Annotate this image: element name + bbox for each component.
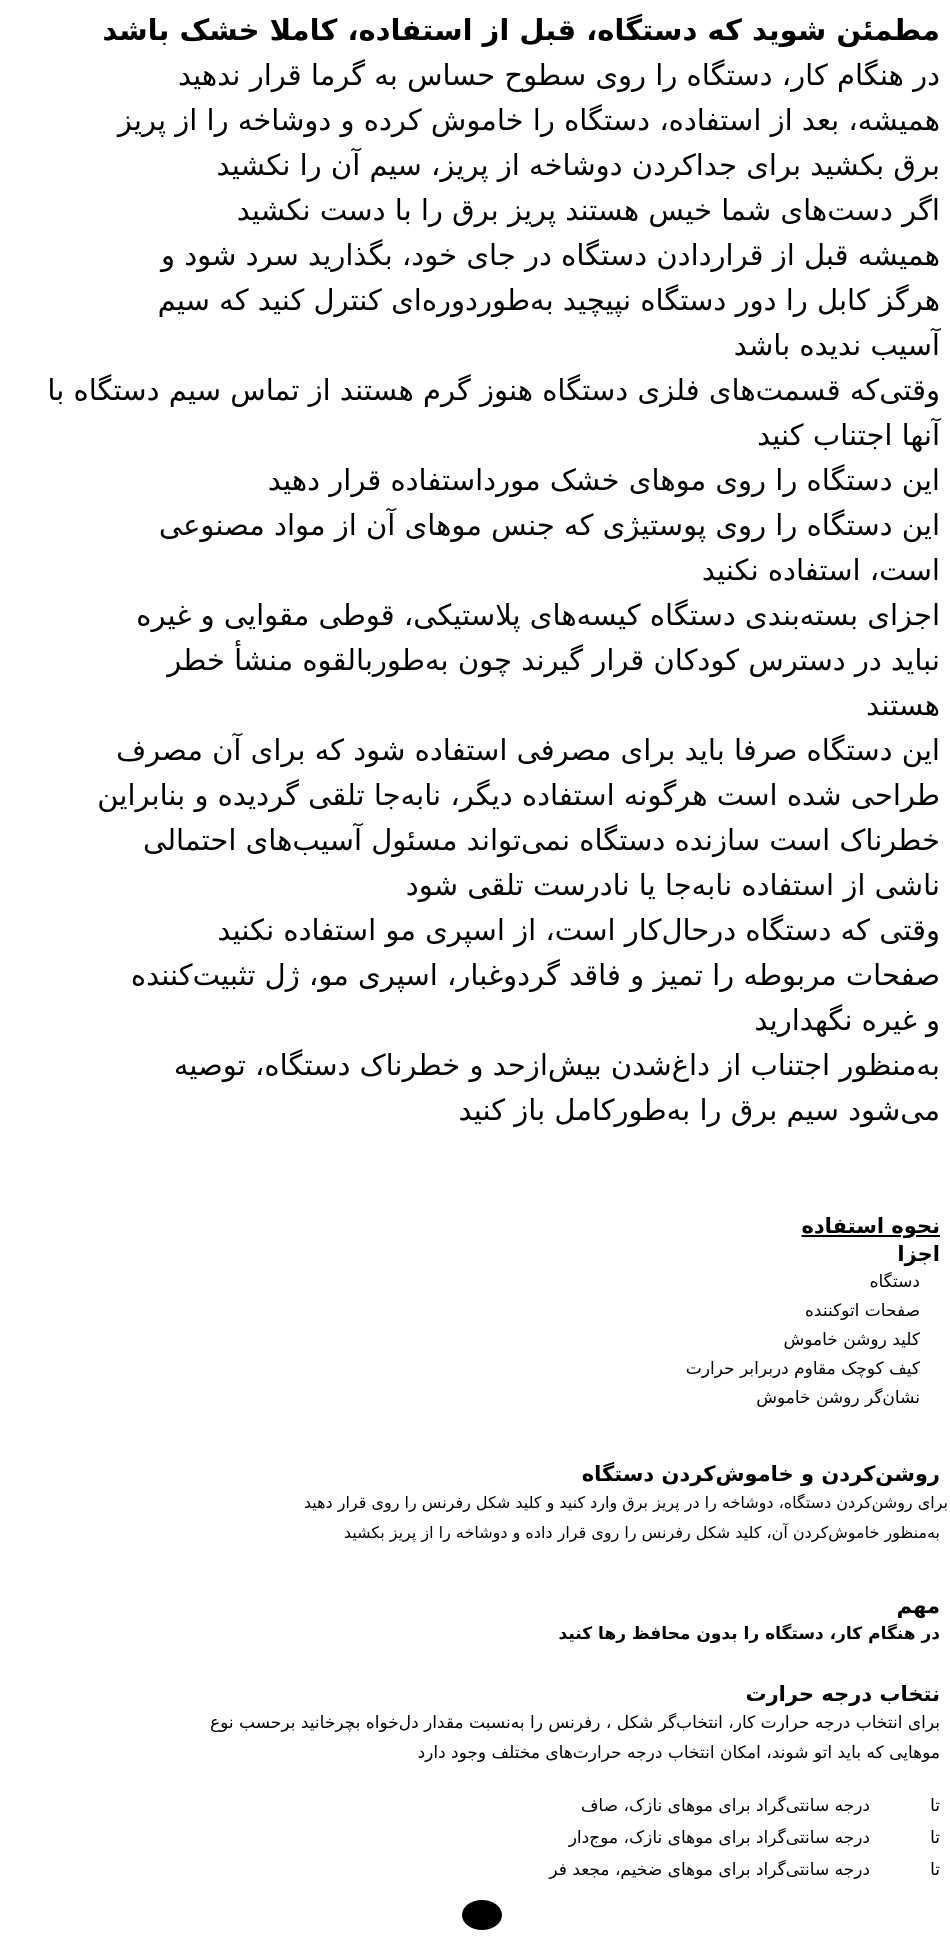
temperature-row	[10, 1822, 940, 1854]
usage-title: نحوه استفاده	[801, 1214, 940, 1238]
safety-line: آنها اجتناب کنید	[757, 418, 940, 452]
safety-line: همیشه، بعد از استفاده، دستگاه را خاموش کرده و دوشاخه را از پریز	[117, 103, 940, 137]
important-section	[10, 1592, 940, 1648]
temperature-row-to: تا	[930, 1828, 940, 1848]
safety-line: این دستگاه را روی پوستیژی که جنس موهای آن از مواد مصنوعی	[158, 508, 940, 542]
temperature-row-text: درجه سانتی‌گراد برای موهای نازک، موج‌دار	[568, 1828, 870, 1848]
temperature-line-2: موهایی که باید اتو شوند، امکان انتخاب درجه حرارت‌های مختلف وجود دارد	[417, 1743, 940, 1763]
safety-line: ناشی از استفاده نابه‌جا یا نادرست تلقی شود	[405, 868, 940, 902]
safety-line: هرگز کابل را دور دستگاه نپیچید به‌طوردوره‌ای کنترل کنید که سیم	[157, 283, 940, 317]
power-line-2: به‌منظور خاموش‌کردن آن، کلید شکل رفرنس را روی قرار داده و دوشاخه را از پریز بکشید	[343, 1523, 940, 1542]
temperature-row	[10, 1854, 940, 1886]
temperature-row	[10, 1790, 940, 1822]
power-title: روشن‌کردن و خاموش‌کردن دستگاه	[581, 1462, 940, 1486]
safety-line: در هنگام کار، دستگاه را روی سطوح حساس به گرما قرار ندهید	[177, 58, 940, 92]
parts-list	[10, 1268, 940, 1413]
safety-line: اگر دست‌های شما خیس هستند پریز برق را با دست نکشید	[236, 193, 940, 227]
temperature-title: نتخاب درجه حرارت	[745, 1682, 940, 1706]
part-item: صفحات اتوکننده	[804, 1301, 920, 1321]
safety-line: این دستگاه صرفا باید برای مصرفی استفاده شود که برای آن مصرف	[116, 733, 940, 767]
temperature-row-to: تا	[930, 1860, 940, 1880]
safety-line: به‌منظور اجتناب از داغ‌شدن بیش‌ازحد و خطرناک دستگاه، توصیه	[173, 1048, 940, 1082]
safety-section	[0, 8, 950, 1133]
safety-line: اجزای بسته‌بندی دستگاه کیسه‌های پلاستیکی، قوطی مقوایی و غیره	[136, 598, 940, 632]
safety-line: و غیره نگهدارید	[754, 1003, 940, 1037]
important-text: در هنگام کار، دستگاه را بدون محافظ رها کنید	[558, 1624, 940, 1644]
part-item: کلید روشن خاموش	[783, 1330, 920, 1350]
temperature-row-to: تا	[930, 1796, 940, 1816]
safety-lines	[14, 53, 940, 1133]
safety-line: طراحی شده است هرگونه استفاده دیگر، نابه‌جا تلقی گردیده و بنابراین	[97, 778, 940, 812]
temperature-table	[10, 1790, 940, 1886]
part-item: نشان‌گر روشن خاموش	[756, 1388, 920, 1408]
safety-line: هستند	[866, 688, 940, 722]
safety-line: همیشه قبل از قراردادن دستگاه در جای خود، بگذارید سرد شود و	[160, 238, 940, 272]
safety-line: این دستگاه را روی موهای خشک مورداستفاده قرار دهید	[267, 463, 940, 497]
safety-line: خطرناک است سازنده دستگاه نمی‌تواند مسئول آسیب‌های احتمالی	[143, 823, 940, 857]
part-item: کیف کوچک مقاوم دربرابر حرارت	[685, 1359, 920, 1379]
part-item: دستگاه	[869, 1272, 920, 1292]
safety-line: وقتی‌که قسمت‌های فلزی دستگاه هنوز گرم هستند از تماس سیم دستگاه با	[47, 373, 940, 407]
safety-line: می‌شود سیم برق را به‌طورکامل باز کنید	[458, 1093, 940, 1127]
power-section	[10, 1460, 948, 1548]
safety-line: نباید در دسترس کودکان قرار گیرند چون به‌طوربالقوه منشأ خطر	[167, 643, 940, 677]
power-line-1: برای روشن‌کردن دستگاه، دوشاخه را در پریز برق وارد کنید و کلید شکل رفرنس را روی قرار دهید	[303, 1493, 948, 1512]
temperature-row-text: درجه سانتی‌گراد برای موهای نازک، صاف	[580, 1796, 870, 1816]
safety-line: برق بکشید برای جداکردن دوشاخه از پریز، سیم آن را نکشید	[216, 148, 940, 182]
safety-line: است، استفاده نکنید	[701, 553, 940, 587]
temperature-line-1: برای انتخاب درجه حرارت کار، انتخاب‌گر شکل ، رفرنس را به‌نسبت مقدار دل‌خواه بچرخانید برحسب نوع	[209, 1713, 940, 1733]
temperature-row-text: درجه سانتی‌گراد برای موهای ضخیم، مجعد فر	[549, 1860, 870, 1880]
usage-section	[10, 1212, 940, 1413]
safety-line: آسیب ندیده باشد	[733, 328, 940, 362]
safety-heading: مطمئن شوید که دستگاه، قبل از استفاده، کاملا خشک باشد	[102, 13, 940, 47]
page-number-dot	[462, 1900, 502, 1930]
parts-title: اجزا	[897, 1242, 940, 1266]
temperature-section	[10, 1680, 940, 1886]
important-title: مهم	[896, 1594, 940, 1618]
safety-line: صفحات مربوطه را تمیز و فاقد گردوغبار، اسپری مو، ژل تثبیت‌کننده	[130, 958, 940, 992]
safety-line: وقتی که دستگاه درحال‌کار است، از اسپری مو استفاده نکنید	[217, 913, 940, 947]
